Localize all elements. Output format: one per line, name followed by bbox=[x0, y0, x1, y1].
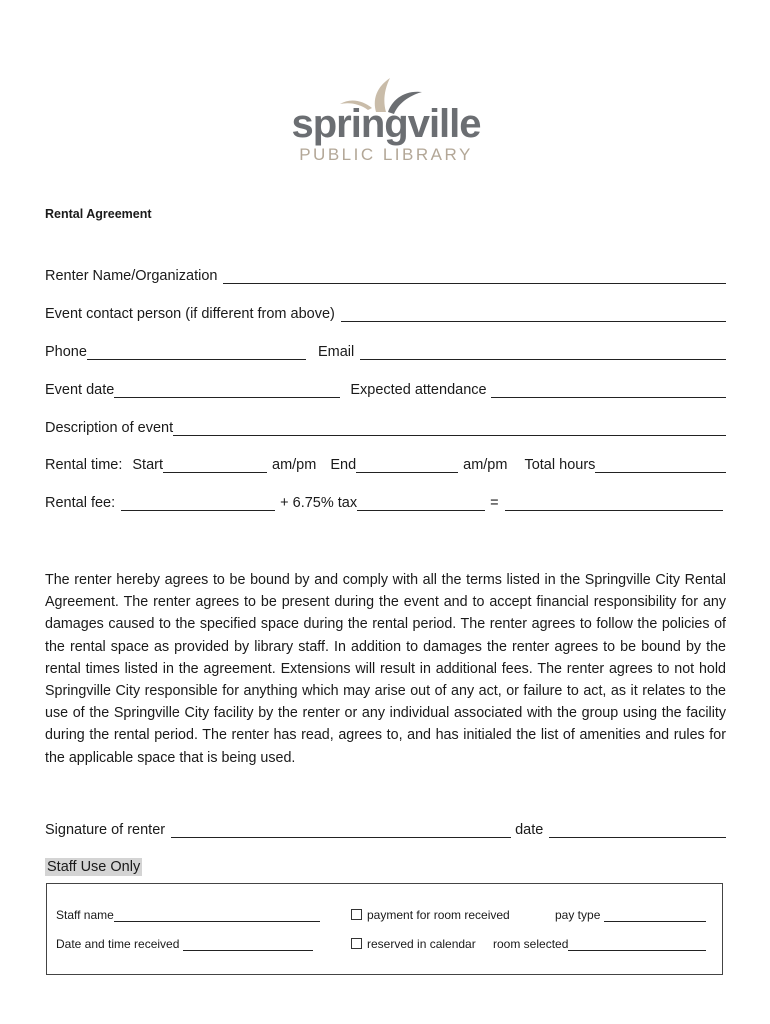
tax-label: + 6.75% tax bbox=[280, 495, 358, 511]
phone-label: Phone bbox=[45, 344, 87, 360]
staff-name-field[interactable] bbox=[114, 910, 320, 922]
end-ampm-label: am/pm bbox=[463, 457, 508, 473]
room-selected-label: room selected bbox=[493, 937, 569, 951]
start-ampm-label: am/pm bbox=[272, 457, 317, 473]
signature-label: Signature of renter bbox=[45, 822, 166, 838]
contact-label: Event contact person (if different from above) bbox=[45, 306, 335, 322]
rental-fee-field[interactable] bbox=[121, 497, 275, 511]
staff-name-row bbox=[56, 908, 320, 922]
renter-name-row bbox=[45, 268, 726, 284]
staff-use-heading: Staff Use Only bbox=[47, 859, 141, 875]
event-date-label: Event date bbox=[45, 382, 115, 398]
renter-name-label: Renter Name/Organization bbox=[45, 268, 218, 284]
payment-row bbox=[351, 908, 510, 922]
reserved-checkbox[interactable] bbox=[351, 938, 362, 949]
attendance-label: Expected attendance bbox=[350, 382, 487, 398]
renter-name-field[interactable] bbox=[223, 270, 726, 284]
description-field[interactable] bbox=[173, 422, 726, 436]
date-time-field[interactable] bbox=[183, 939, 313, 951]
total-hours-label: Total hours bbox=[524, 457, 596, 473]
date-label: date bbox=[515, 822, 544, 838]
staff-use-box bbox=[46, 883, 723, 975]
rental-fee-row bbox=[45, 495, 726, 511]
email-field[interactable] bbox=[360, 346, 726, 360]
reserved-row bbox=[351, 937, 476, 951]
description-row bbox=[45, 420, 726, 436]
staff-name-label: Staff name bbox=[56, 908, 114, 922]
email-label: Email bbox=[317, 344, 355, 360]
end-time-field[interactable] bbox=[356, 459, 458, 473]
room-selected-field[interactable] bbox=[568, 939, 706, 951]
logo-subtitle: PUBLIC LIBRARY bbox=[299, 145, 473, 164]
room-selected-row bbox=[493, 937, 706, 951]
signature-date-field[interactable] bbox=[549, 824, 726, 838]
end-label: End bbox=[330, 457, 357, 473]
date-time-label: Date and time received bbox=[56, 937, 180, 951]
event-date-field[interactable] bbox=[114, 384, 340, 398]
rental-time-label: Rental time: bbox=[45, 457, 123, 473]
pay-type-field[interactable] bbox=[604, 910, 706, 922]
payment-label: payment for room received bbox=[367, 908, 510, 922]
start-label: Start bbox=[132, 457, 163, 473]
rental-fee-label: Rental fee: bbox=[45, 495, 116, 511]
contact-row bbox=[45, 306, 726, 322]
signature-row bbox=[45, 822, 726, 838]
pay-type-row bbox=[555, 908, 706, 922]
rental-time-row bbox=[45, 457, 726, 473]
phone-field[interactable] bbox=[87, 346, 306, 360]
total-hours-field[interactable] bbox=[595, 459, 726, 473]
tax-field[interactable] bbox=[357, 497, 485, 511]
logo-wordmark: springville bbox=[291, 102, 481, 146]
description-label: Description of event bbox=[45, 420, 174, 436]
signature-field[interactable] bbox=[171, 824, 511, 838]
equals-label: = bbox=[490, 495, 499, 511]
contact-field[interactable] bbox=[341, 308, 726, 322]
total-fee-field[interactable] bbox=[505, 497, 723, 511]
start-time-field[interactable] bbox=[163, 459, 267, 473]
form-title: Rental Agreement bbox=[45, 207, 152, 221]
attendance-field[interactable] bbox=[491, 384, 726, 398]
library-logo bbox=[288, 76, 488, 168]
agreement-paragraph: The renter hereby agrees to be bound by and comply with all the terms listed in the Springville City Rental Agreement. The renter agrees to be present during the event and to accept financial responsibility for any damages caused to the specified space during the rental period. The renter agrees to follow the policies of the rental space as provided by library staff. In addition to damages the renter agrees to be bound by the rental times listed in the agreement. Extensions will result in additional fees. The renter agrees to not hold Springville City responsible for anything which may arise out of any act, or failure to act, as it relates to the use of the Springville City facility by the renter or any individual associated with the group using the facility during the rental period. The renter has read, agrees to, and has initialed the list of amenities and rules for the applicable space that is being used. bbox=[45, 572, 726, 766]
date-time-row bbox=[56, 937, 313, 951]
payment-checkbox[interactable] bbox=[351, 909, 362, 920]
event-date-row bbox=[45, 382, 726, 398]
phone-email-row bbox=[45, 344, 726, 360]
pay-type-label: pay type bbox=[555, 908, 601, 922]
reserved-label: reserved in calendar bbox=[367, 937, 476, 951]
